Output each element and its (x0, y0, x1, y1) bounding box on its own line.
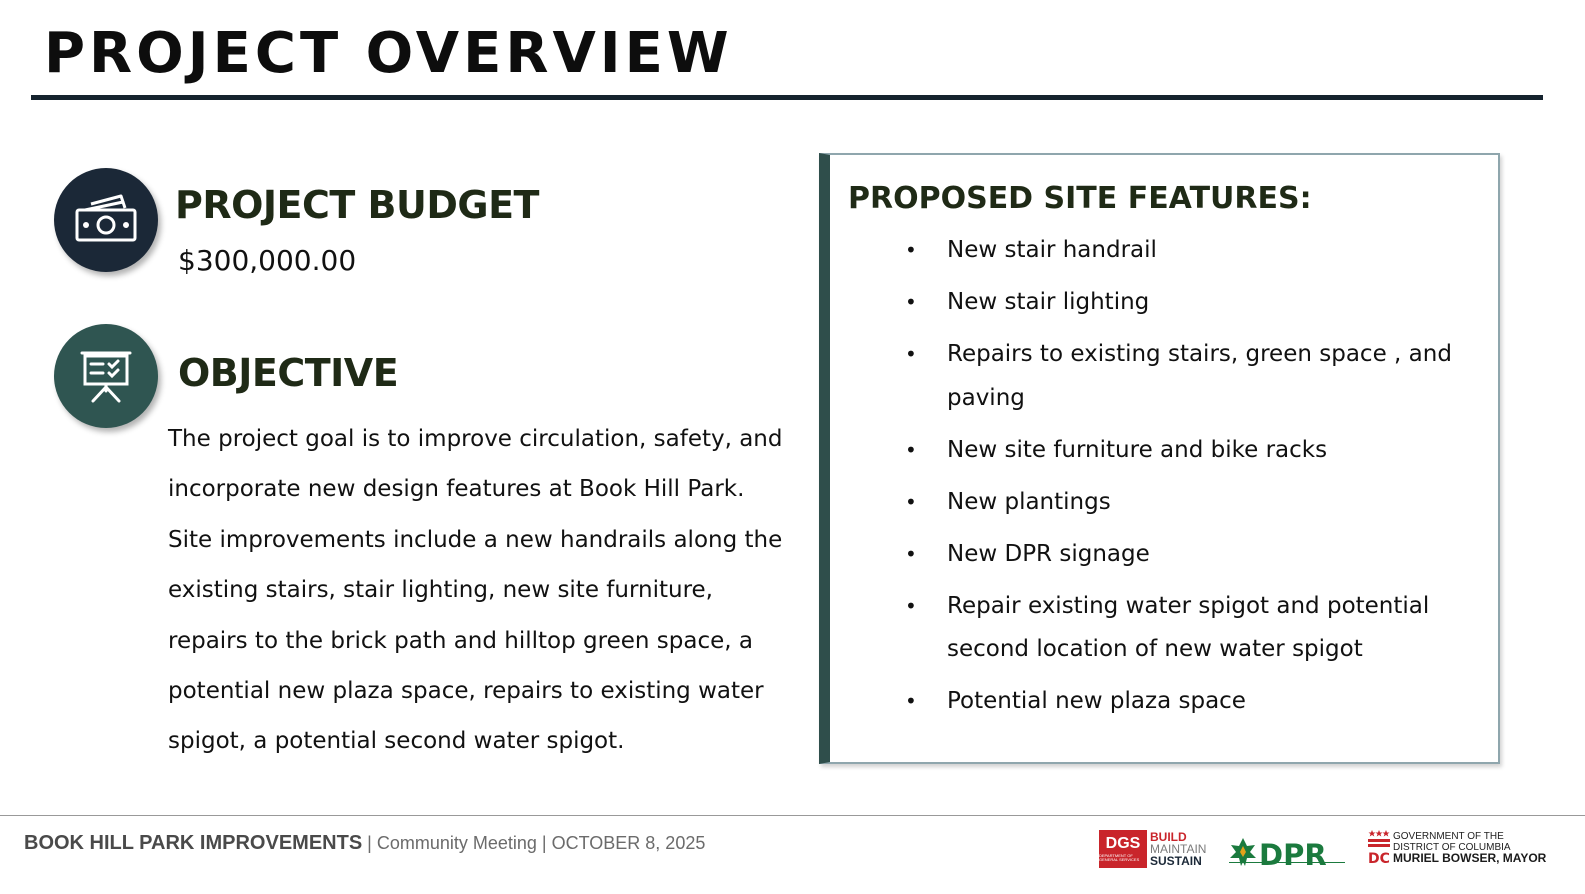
footer-separator: | (362, 833, 377, 853)
footer-meeting: Community Meeting (376, 833, 537, 853)
dgs-mark (1099, 830, 1147, 868)
footer-project-name: BOOK HILL PARK IMPROVEMENTS (24, 832, 363, 854)
dgs-tagline (1150, 831, 1206, 867)
svg-text:DC: DC (1368, 851, 1390, 865)
budget-value: $300,000.00 (178, 244, 357, 277)
list-item: • New site furniture and bike racks (905, 429, 1495, 473)
dgs-tagline-maintain: MAINTAIN (1150, 842, 1207, 856)
list-item: • New plantings (905, 481, 1495, 525)
dgs-logo (1099, 830, 1206, 868)
list-item: • New stair lighting (905, 281, 1495, 325)
objective-heading: OBJECTIVE (178, 351, 399, 395)
list-item: • Repairs to existing stairs, green space , and paving (905, 333, 1495, 420)
dc-line-2: DISTRICT OF COLUMBIA (1393, 841, 1511, 853)
list-item: • Repair existing water spigot and potential second location of new water spigot (905, 585, 1495, 672)
money-icon (54, 168, 158, 272)
objective-description: The project goal is to improve circulation, safety, and incorporate new design features at Book Hill Park. Site improvements include a new handrails along the existing stairs, stair lighting, new site furniture, repairs to the brick path and hilltop green space, a potential new plaza space, repairs to existing water spigot, a potential second water spigot. (168, 426, 783, 755)
footer-separator: | (536, 833, 552, 853)
list-item: • Potential new plaza space (905, 680, 1495, 724)
features-list (905, 229, 1495, 732)
dc-government-text (1393, 831, 1546, 864)
presentation-board-icon (54, 324, 158, 428)
dgs-tagline-build: BUILD (1150, 830, 1187, 844)
footer-divider (0, 815, 1585, 816)
dc-flag-icon (1368, 829, 1390, 865)
dgs-mark-text: DGS (1105, 835, 1141, 852)
dgs-tagline-sustain: SUSTAIN (1150, 854, 1202, 868)
dc-government-logo (1368, 829, 1546, 865)
list-item: • New stair handrail (905, 229, 1495, 273)
dpr-mark: DPR (1259, 838, 1327, 872)
budget-heading: PROJECT BUDGET (175, 183, 539, 227)
features-panel (819, 153, 1500, 764)
footer-caption (24, 832, 705, 855)
list-item: • New DPR signage (905, 533, 1495, 577)
dc-line-3: MURIEL BOWSER, MAYOR (1393, 850, 1547, 865)
title-divider (31, 95, 1543, 100)
dc-line-1: GOVERNMENT OF THE (1393, 830, 1504, 842)
dpr-underline (1229, 862, 1345, 866)
features-heading: PROPOSED SITE FEATURES: (848, 181, 1312, 216)
page-title: PROJECT OVERVIEW (44, 21, 733, 86)
dgs-mark-subtext: DEPARTMENT OF GENERAL SERVICES (1099, 853, 1140, 862)
footer-date: OCTOBER 8, 2025 (551, 833, 706, 853)
